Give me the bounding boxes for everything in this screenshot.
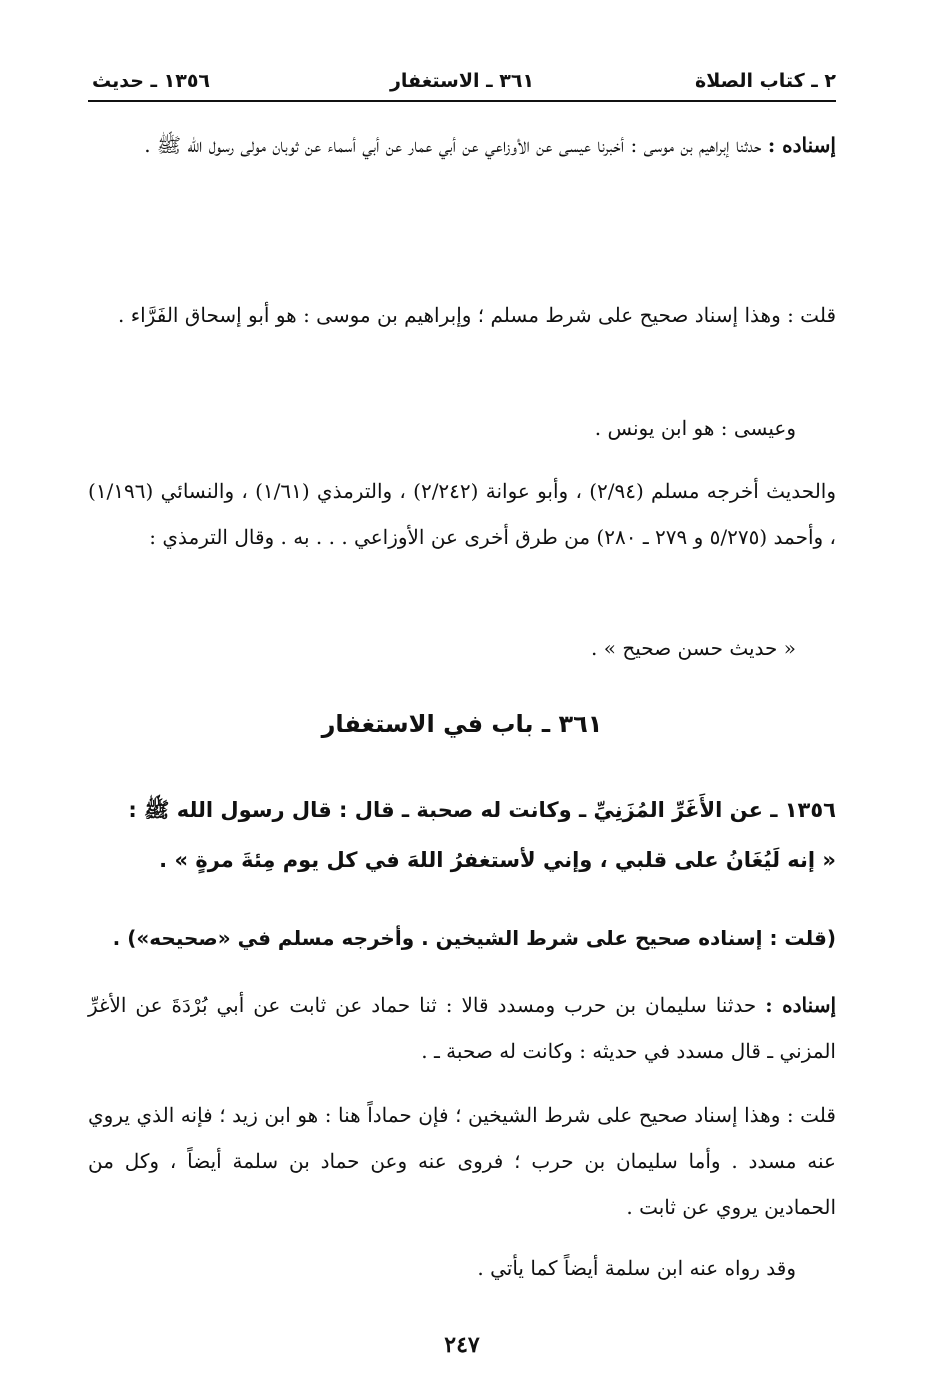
- grading-verdict: (قلت : إسناده صحيح على شرط الشيخين . وأخرجه مسلم في «صحيحه») .: [112, 926, 836, 950]
- chapter-heading: ٣٦١ ـ باب في الاستغفار: [321, 710, 603, 738]
- header-chapter-title: ٣٦١ ـ الاستغفار: [389, 70, 535, 92]
- isnad-lead-2: إسناده :: [765, 993, 837, 1017]
- isnad-paragraph-1: [88, 122, 836, 168]
- isnad-lead-1: إسناده :: [767, 133, 836, 157]
- hadith-chain-line: ١٣٥٦ ـ عن الأَغَرِّ المُزَنِيِّ ـ وكانت له صحبة ـ قال : قال رسول الله ﷺ :: [128, 798, 836, 822]
- hadith-text: [88, 785, 836, 885]
- comment-paragraph-1: قلت : وهذا إسناد صحيح على شرط مسلم ؛ وإبراهيم بن موسى : هو أبو إسحاق الفَرَّاء .: [118, 303, 836, 327]
- isnad-text-2: حدثنا سليمان بن حرب ومسدد قالا : ثنا حماد عن ثابت عن أبي بُرْدَةَ عن الأغرِّ المزني ـ قال مسدد في حديثه : وكانت له صحبة ـ .: [88, 993, 836, 1063]
- comment-paragraph-2: وعيسى : هو ابن يونس .: [594, 416, 796, 440]
- book-page: [88, 60, 837, 1358]
- page-number: ٢٤٧: [444, 1332, 480, 1358]
- header-hadith-number: ١٣٥٦ ـ حديث: [92, 70, 211, 92]
- tirmidhi-quote: « حديث حسن صحيح » .: [591, 636, 796, 660]
- hadith-matn-line: « إنه لَيُغَانُ على قلبي ، وإني لأستغفرُ اللهَ في كل يوم مِئةَ مرةٍ » .: [159, 848, 836, 872]
- running-header: [88, 60, 836, 102]
- isnad-paragraph-2: [88, 982, 836, 1074]
- takhrij-paragraph: والحديث أخرجه مسلم (٢/٩٤) ، وأبو عوانة (٢/٢٤٢) ، والترمذي (١/٦١) ، والنسائي (١/١٩٦) ، وأحمد (٥/٢٧٥ و ٢٧٩ ـ ٢٨٠) من طرق أخرى عن الأوزاعي . . . به . وقال الترمذي :: [88, 479, 836, 549]
- header-book-title: ٢ ـ كتاب الصلاة: [695, 70, 836, 92]
- isnad-text-1: حدثنا إبراهيم بن موسى : أخبرنا عيسى عن الأوزاعي عن أبي عمار عن أبي أسماء عن ثوبان مولى رسول الله ﷺ .: [144, 133, 762, 157]
- comment-paragraph-4: وقد رواه عنه ابن سلمة أيضاً كما يأتي .: [477, 1256, 796, 1280]
- comment-paragraph-3: قلت : وهذا إسناد صحيح على شرط الشيخين ؛ فإن حماداً هنا : هو ابن زيد ؛ فإنه الذي يروي عنه مسدد . وأما سليمان بن حرب ؛ فروى عنه وعن حماد بن سلمة أيضاً ، وكل من الحمادين يروي عن ثابت .: [88, 1103, 836, 1219]
